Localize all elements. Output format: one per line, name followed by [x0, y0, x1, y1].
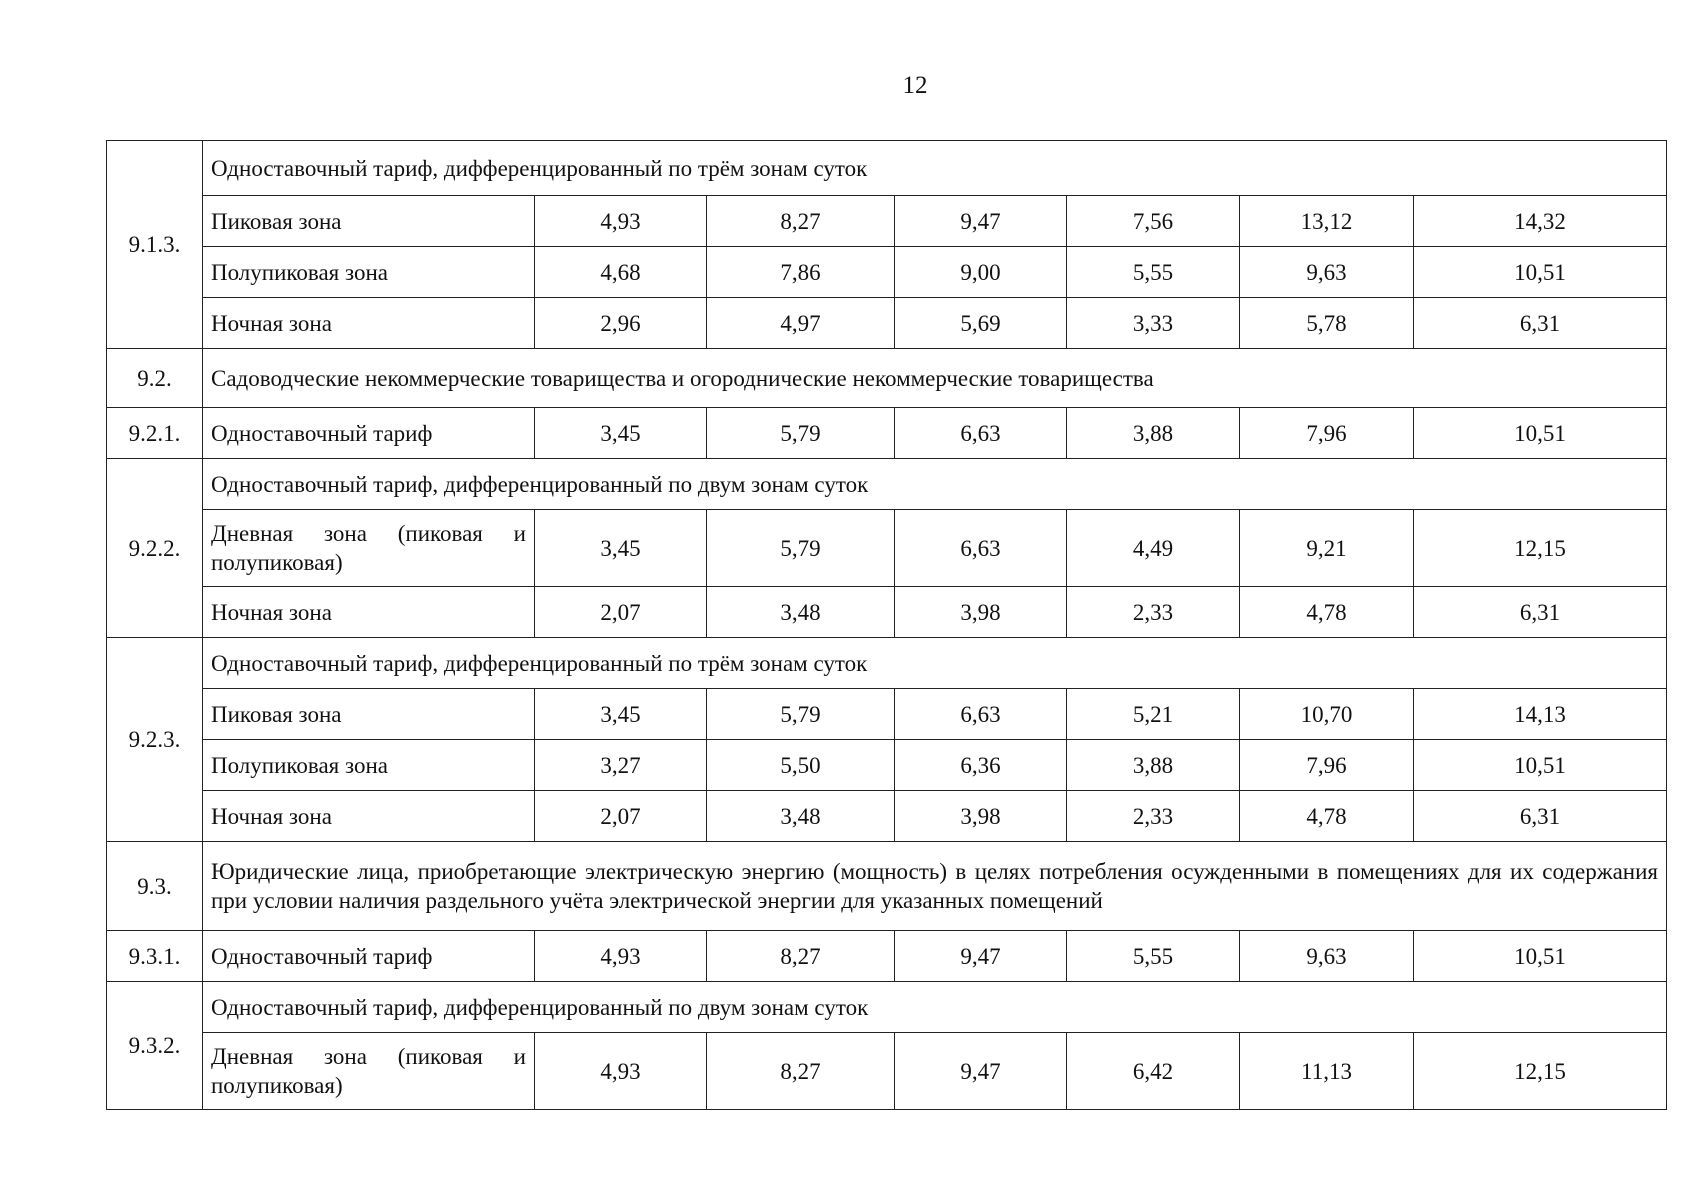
row-code: 9.2.	[107, 349, 203, 408]
tariff-value: 4,97	[707, 298, 895, 349]
tariff-value: 6,42	[1067, 1033, 1240, 1110]
tariff-value: 5,50	[707, 740, 895, 791]
tariff-value: 10,70	[1240, 689, 1414, 740]
table-row	[107, 141, 1667, 196]
tariff-value: 7,56	[1067, 196, 1240, 247]
tariff-value: 12,15	[1414, 510, 1667, 587]
row-label: Полупиковая зона	[203, 740, 535, 791]
tariff-value: 4,93	[535, 196, 707, 247]
tariff-value: 7,86	[707, 247, 895, 298]
tariff-value: 12,15	[1414, 1033, 1667, 1110]
row-label: Одноставочный тариф	[203, 931, 535, 982]
row-code: 9.1.3.	[107, 141, 203, 349]
tariff-value: 5,79	[707, 689, 895, 740]
table-row	[107, 931, 1667, 982]
row-code: 9.3.1.	[107, 931, 203, 982]
tariff-value: 8,27	[707, 196, 895, 247]
row-label: Полупиковая зона	[203, 247, 535, 298]
table-row	[107, 587, 1667, 638]
tariff-value: 9,21	[1240, 510, 1414, 587]
tariff-value: 2,96	[535, 298, 707, 349]
tariff-value: 2,33	[1067, 587, 1240, 638]
tariff-value: 11,13	[1240, 1033, 1414, 1110]
tariff-value: 2,33	[1067, 791, 1240, 842]
tariff-value: 3,45	[535, 689, 707, 740]
tariff-value: 3,98	[895, 791, 1067, 842]
tariff-value: 3,48	[707, 791, 895, 842]
tariff-value: 5,78	[1240, 298, 1414, 349]
tariff-value: 10,51	[1414, 931, 1667, 982]
table-row	[107, 349, 1667, 408]
tariff-value: 5,79	[707, 408, 895, 459]
row-label: Ночная зона	[203, 791, 535, 842]
tariff-value: 5,79	[707, 510, 895, 587]
tariff-value: 8,27	[707, 1033, 895, 1110]
tariff-value: 6,63	[895, 510, 1067, 587]
table-row	[107, 740, 1667, 791]
tariff-value: 8,27	[707, 931, 895, 982]
tariff-value: 14,32	[1414, 196, 1667, 247]
row-code: 9.2.1.	[107, 408, 203, 459]
tariff-value: 3,48	[707, 587, 895, 638]
tariff-value: 6,31	[1414, 791, 1667, 842]
tariff-value: 13,12	[1240, 196, 1414, 247]
table-row	[107, 689, 1667, 740]
table-row	[107, 982, 1667, 1033]
tariff-value: 6,31	[1414, 298, 1667, 349]
tariff-value: 10,51	[1414, 247, 1667, 298]
tariff-value: 10,51	[1414, 408, 1667, 459]
tariff-value: 3,88	[1067, 408, 1240, 459]
page-number: 12	[902, 72, 928, 99]
tariff-value: 5,21	[1067, 689, 1240, 740]
tariff-value: 3,27	[535, 740, 707, 791]
row-code: 9.2.2.	[107, 459, 203, 638]
tariff-value: 9,47	[895, 1033, 1067, 1110]
section-title: Юридические лица, приобретающие электрическую энергию (мощность) в целях потребления осужденными в помещениях для их содержания при условии наличия раздельного учёта электрической энергии для указанных помещений	[203, 842, 1667, 931]
tariff-value: 2,07	[535, 791, 707, 842]
tariff-value: 4,49	[1067, 510, 1240, 587]
tariff-value: 14,13	[1414, 689, 1667, 740]
tariff-value: 5,69	[895, 298, 1067, 349]
tariff-value: 9,63	[1240, 931, 1414, 982]
group-title: Одноставочный тариф, дифференцированный по трём зонам суток	[203, 141, 1667, 196]
tariff-value: 4,93	[535, 1033, 707, 1110]
group-title: Одноставочный тариф, дифференцированный по трём зонам суток	[203, 638, 1667, 689]
tariff-value: 4,68	[535, 247, 707, 298]
table-row	[107, 510, 1667, 587]
row-label: Пиковая зона	[203, 196, 535, 247]
section-title: Садоводческие некоммерческие товарищества и огороднические некоммерческие товарищества	[203, 349, 1667, 408]
row-label: Дневная зона (пиковая и полупиковая)	[203, 1033, 535, 1110]
tariff-value: 9,47	[895, 931, 1067, 982]
tariff-value: 9,63	[1240, 247, 1414, 298]
tariff-value: 5,55	[1067, 247, 1240, 298]
row-label: Пиковая зона	[203, 689, 535, 740]
table-row	[107, 196, 1667, 247]
tariff-value: 2,07	[535, 587, 707, 638]
table-row	[107, 791, 1667, 842]
row-label: Дневная зона (пиковая и полупиковая)	[203, 510, 535, 587]
tariff-value: 6,63	[895, 689, 1067, 740]
table-row	[107, 842, 1667, 931]
table-row	[107, 1033, 1667, 1110]
table-row	[107, 638, 1667, 689]
group-title: Одноставочный тариф, дифференцированный по двум зонам суток	[203, 459, 1667, 510]
tariff-value: 4,78	[1240, 587, 1414, 638]
tariff-value: 4,78	[1240, 791, 1414, 842]
tariff-value: 5,55	[1067, 931, 1240, 982]
tariff-value: 3,98	[895, 587, 1067, 638]
tariff-value: 7,96	[1240, 740, 1414, 791]
tariff-value: 4,93	[535, 931, 707, 982]
table-row	[107, 298, 1667, 349]
tariff-value: 9,00	[895, 247, 1067, 298]
tariff-value: 3,45	[535, 510, 707, 587]
tariff-value: 9,47	[895, 196, 1067, 247]
tariff-value: 6,36	[895, 740, 1067, 791]
table-row	[107, 408, 1667, 459]
tariff-table	[106, 140, 1667, 1110]
tariff-value: 6,31	[1414, 587, 1667, 638]
row-label: Ночная зона	[203, 298, 535, 349]
row-code: 9.2.3.	[107, 638, 203, 842]
tariff-value: 7,96	[1240, 408, 1414, 459]
tariff-value: 6,63	[895, 408, 1067, 459]
tariff-value: 3,88	[1067, 740, 1240, 791]
row-label: Ночная зона	[203, 587, 535, 638]
group-title: Одноставочный тариф, дифференцированный по двум зонам суток	[203, 982, 1667, 1033]
row-code: 9.3.2.	[107, 982, 203, 1110]
row-label: Одноставочный тариф	[203, 408, 535, 459]
tariff-value: 10,51	[1414, 740, 1667, 791]
tariff-value: 3,45	[535, 408, 707, 459]
tariff-value: 3,33	[1067, 298, 1240, 349]
table-row	[107, 459, 1667, 510]
table-row	[107, 247, 1667, 298]
row-code: 9.3.	[107, 842, 203, 931]
